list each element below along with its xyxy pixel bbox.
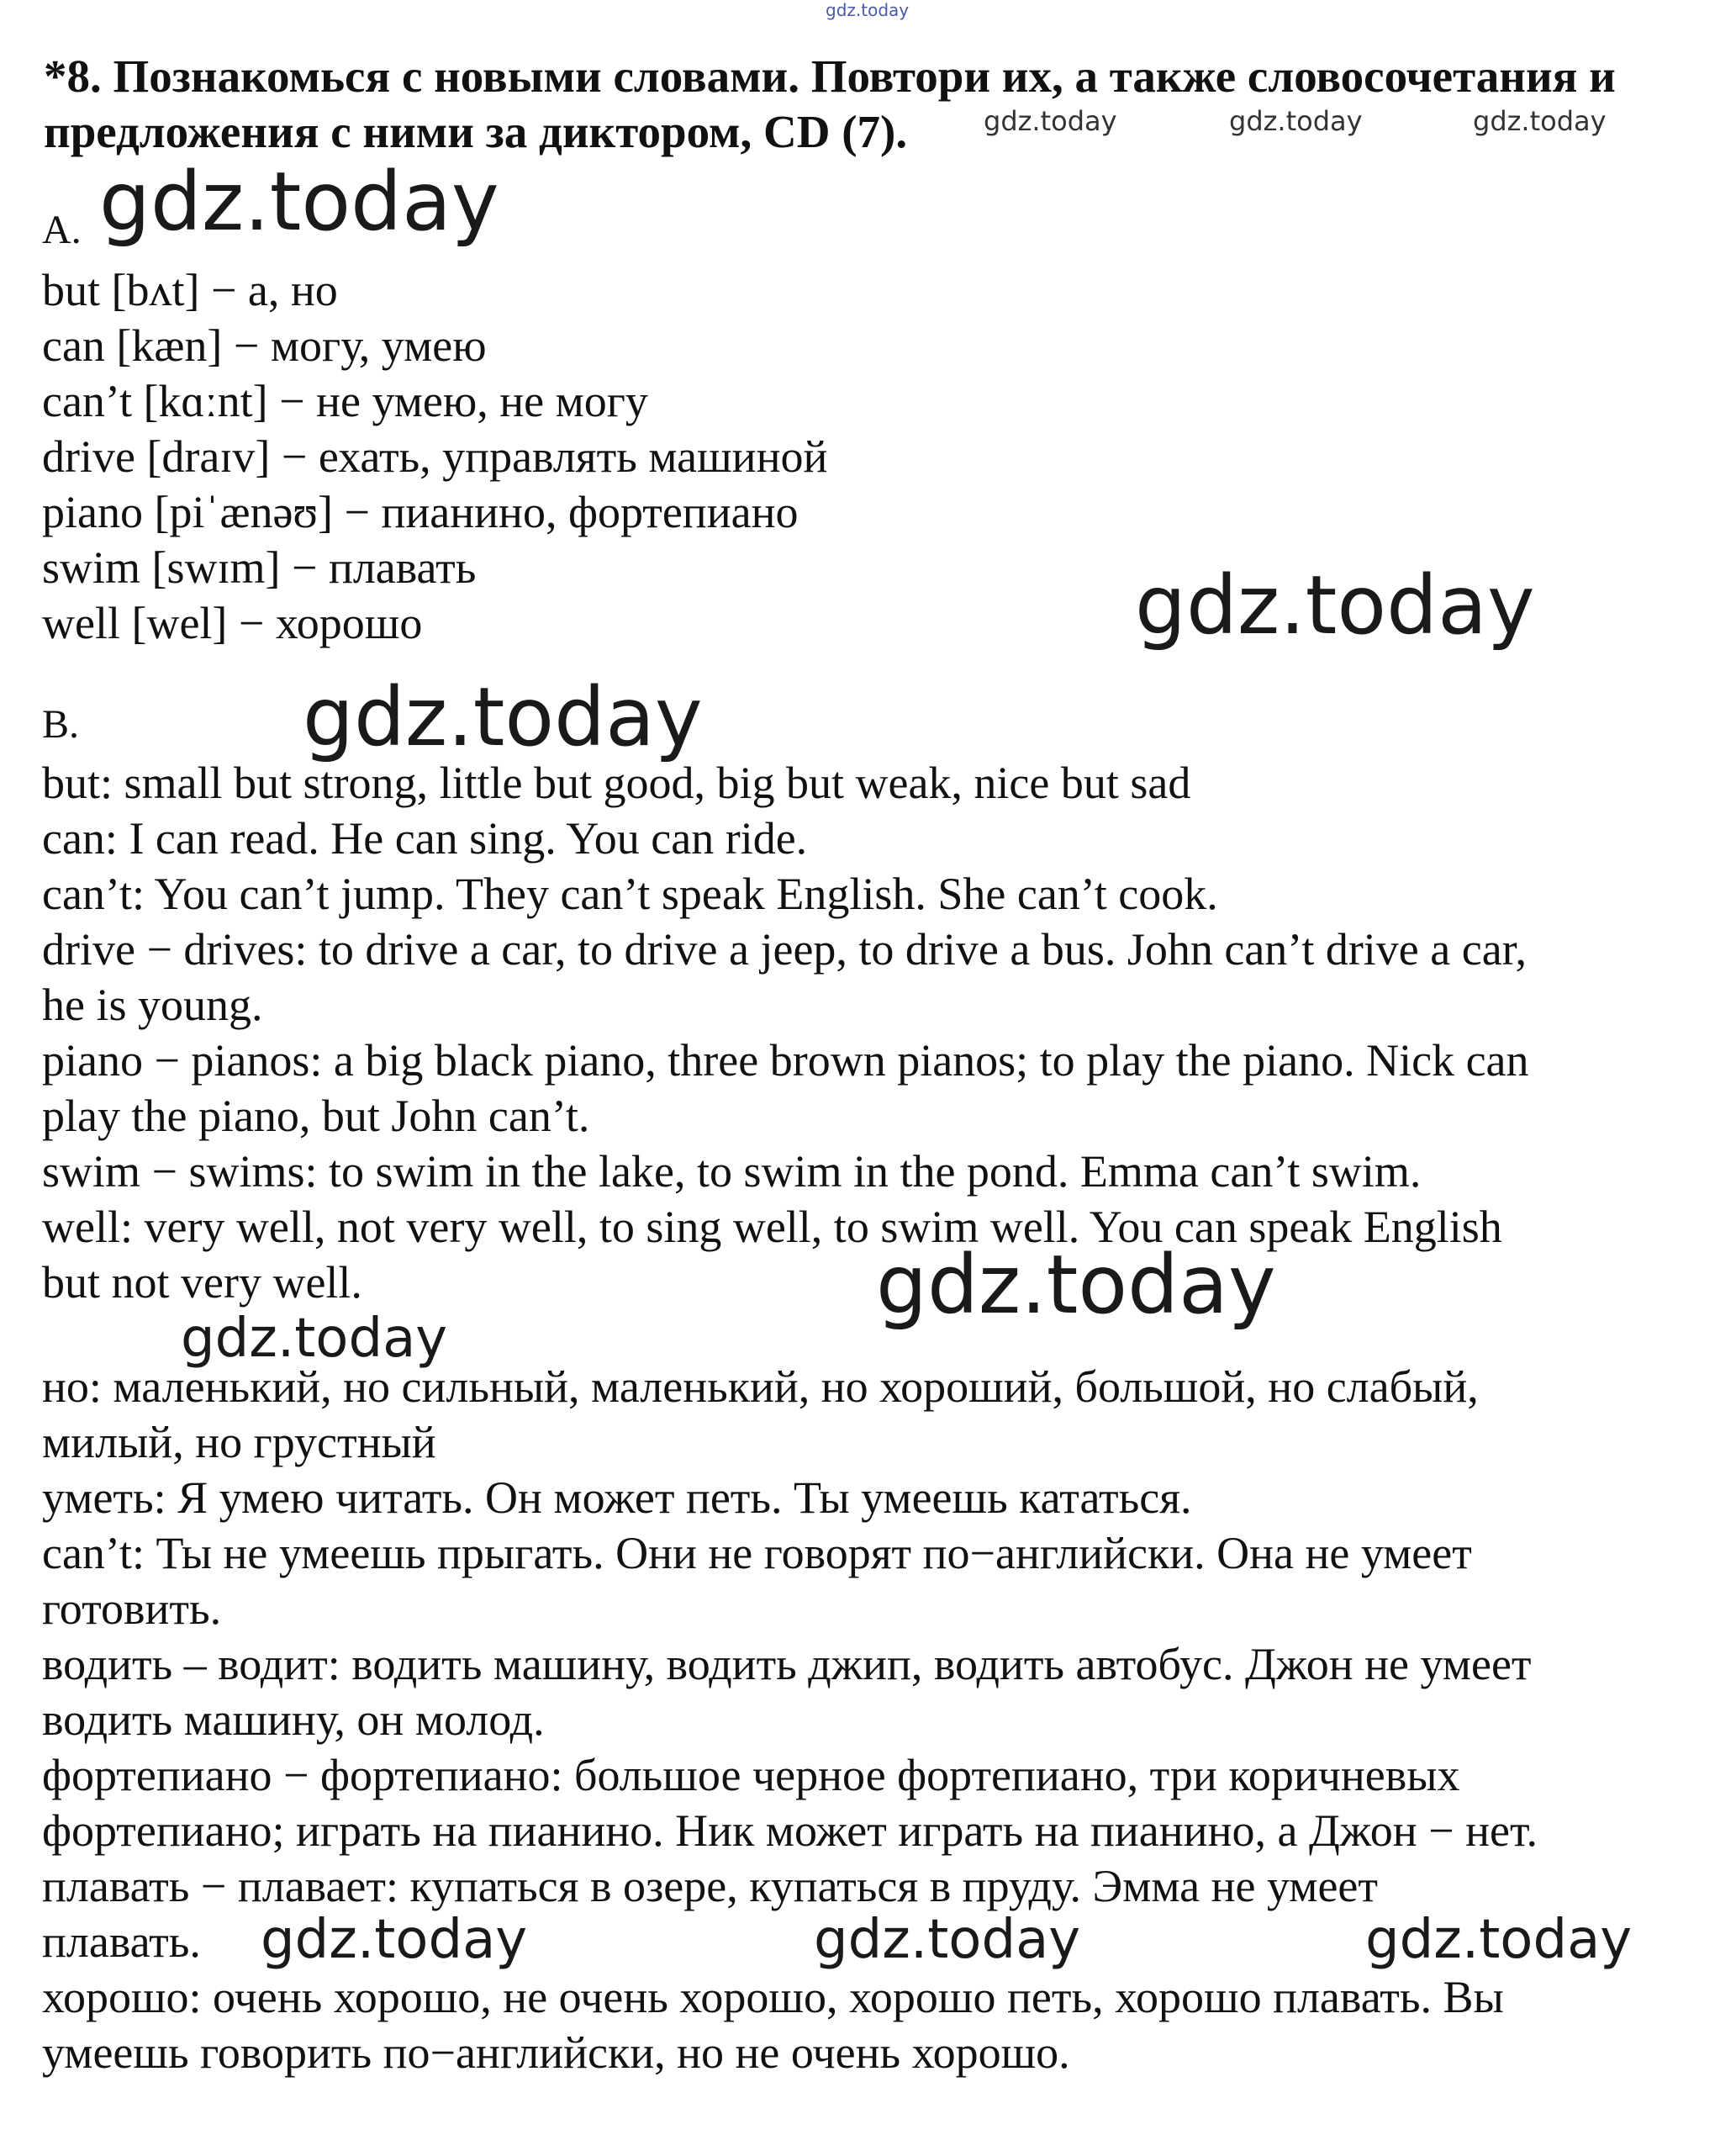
russian-line: фортепиано − фортепиано: большое черное фортепиано, три коричневых — [42, 1750, 1460, 1800]
watermark-small-1: gdz.today — [984, 105, 1117, 137]
russian-line: плавать. — [42, 1916, 201, 1967]
russian-line: готовить. — [42, 1583, 222, 1634]
watermark-mid-left: gdz.today — [181, 1308, 448, 1370]
watermark-top: gdz.today — [826, 0, 910, 20]
english-line: but not very well. — [42, 1257, 362, 1308]
watermark-large-a: gdz.today — [99, 155, 499, 249]
english-line: play the piano, but John can’t. — [42, 1091, 590, 1141]
russian-line: can’t: Ты не умеешь прыгать. Они не говорят по−английски. Она не умеет — [42, 1528, 1472, 1578]
english-line: piano − pianos: a big black piano, three brown pianos; to play the piano. Nick can — [42, 1035, 1529, 1086]
vocab-item: can [kæn] − могу, умею — [42, 320, 487, 371]
russian-line: умеешь говорить по−английски, но не очень хорошо. — [42, 2027, 1070, 2078]
russian-line: фортепиано; играть на пианино. Ник может играть на пианино, а Джон − нет. — [42, 1805, 1538, 1856]
exercise-heading: *8. Познакомься с новыми словами. Повтори их, а также словосочетания и предложения с ними за диктором, CD (7). — [44, 50, 1616, 157]
english-line: swim − swims: to swim in the lake, to swim in the pond. Emma can’t swim. — [42, 1146, 1422, 1197]
vocab-item: can’t [kɑːnt] − не умею, не могу — [42, 376, 648, 426]
russian-line: плавать − плавает: купаться в озере, купаться в пруду. Эмма не умеет — [42, 1861, 1378, 1911]
section-b-label: B. — [42, 702, 80, 747]
watermark-bottom-2: gdz.today — [814, 1909, 1081, 1971]
vocab-item: swim [swɪm] − плавать — [42, 542, 477, 593]
english-line: can: I can read. He can sing. You can ride. — [42, 813, 808, 864]
watermark-bottom-1: gdz.today — [261, 1909, 528, 1971]
watermark-small-2: gdz.today — [1229, 105, 1363, 137]
russian-line: но: маленький, но сильный, маленький, но хороший, большой, но слабый, — [42, 1361, 1479, 1412]
vocab-item: but [bʌt] − а, но — [42, 265, 338, 315]
english-line: but: small but strong, little but good, big but weak, nice but sad — [42, 758, 1191, 808]
russian-line: водить – водит: водить машину, водить джип, водить автобус. Джон не умеет — [42, 1639, 1532, 1689]
russian-line: уметь: Я умею читать. Он может петь. Ты умеешь кататься. — [42, 1472, 1192, 1523]
english-line: drive − drives: to drive a car, to drive a jeep, to drive a bus. John can’t drive a car, — [42, 924, 1527, 975]
watermark-large-b: gdz.today — [303, 670, 703, 764]
vocab-item: well [wel] − хорошо — [42, 598, 423, 648]
watermark-large-mid: gdz.today — [876, 1238, 1276, 1332]
english-line: he is young. — [42, 980, 263, 1030]
watermark-small-3: gdz.today — [1473, 105, 1607, 137]
english-line: well: very well, not very well, to sing well, to swim well. You can speak English — [42, 1202, 1502, 1252]
vocab-item: drive [draɪv] − ехать, управлять машиной — [42, 431, 828, 482]
watermark-bottom-3: gdz.today — [1365, 1909, 1633, 1971]
vocab-item: piano [piˈænəʊ] − пианино, фортепиано — [42, 487, 799, 537]
section-a-label: A. — [42, 208, 82, 252]
russian-line: милый, но грустный — [42, 1417, 436, 1467]
russian-line: водить машину, он молод. — [42, 1694, 545, 1745]
russian-line: хорошо: очень хорошо, не очень хорошо, хорошо петь, хорошо плавать. Вы — [42, 1972, 1504, 2022]
english-line: can’t: You can’t jump. They can’t speak English. She can’t cook. — [42, 869, 1218, 919]
watermark-large-right: gdz.today — [1135, 558, 1535, 653]
